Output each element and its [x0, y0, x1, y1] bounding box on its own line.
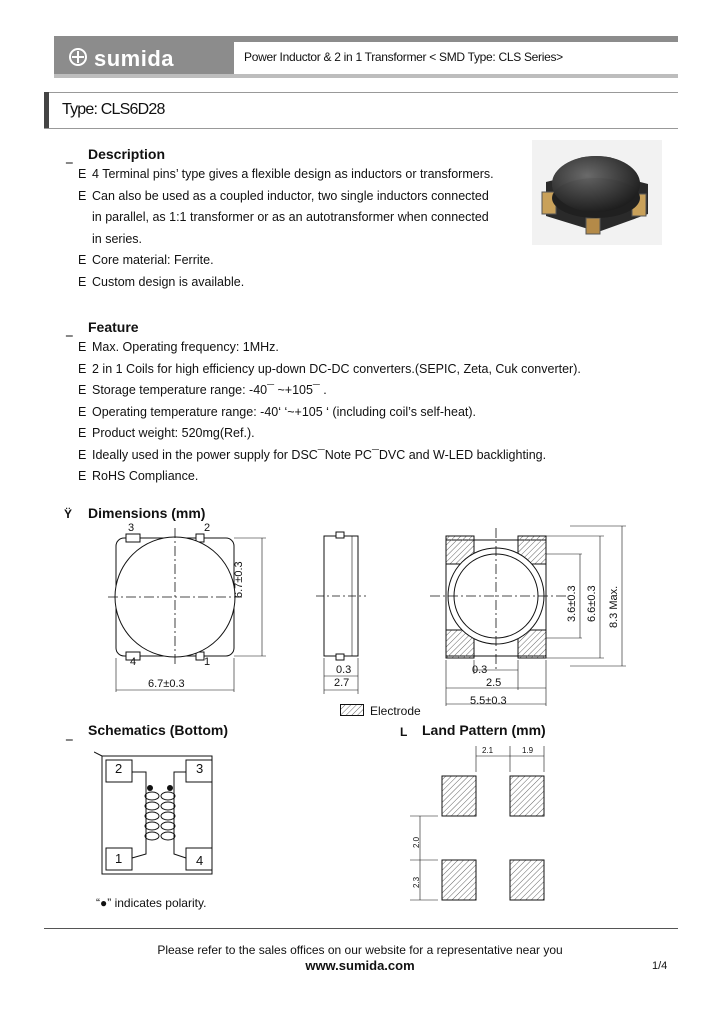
pin-label: 1: [204, 656, 211, 668]
feature-list: [78, 337, 581, 488]
section-bullet: ‗: [66, 727, 73, 741]
list-item: E Custom design is available.: [78, 274, 245, 289]
footer-url-link[interactable]: www.sumida.com: [305, 958, 415, 973]
schematics-title: Schematics (Bottom): [88, 722, 229, 738]
type-label: Type: CLS6D28: [62, 101, 165, 118]
list-item: E 2 in 1 Coils for high efficiency up-down DC-DC converters.(SEPIC, Zeta, Cuk converter).: [78, 361, 581, 376]
sumida-logo-icon: [68, 47, 88, 67]
section-bullet: ‗: [66, 150, 73, 164]
pin-label: 1: [115, 851, 123, 866]
type-accent-bar: [44, 92, 49, 128]
electrode-legend-label: Electrode: [370, 704, 421, 718]
dimension-label: 0.3: [472, 664, 488, 676]
dimension-label: 8.3 Max.: [608, 585, 620, 628]
description-title: Description: [88, 146, 166, 162]
list-item: in parallel, as 1:1 transformer or as an autotransformer when connected: [92, 210, 489, 224]
product-photo: [532, 140, 662, 245]
dimension-label: 2.7: [334, 677, 350, 689]
land-pattern-diagram: [406, 742, 566, 906]
description-list: [78, 164, 494, 293]
section-bullet: L: [400, 725, 408, 739]
pin-label: 3: [196, 761, 204, 776]
list-item: E Storage temperature range: -40¯ ~+105¯ .: [78, 383, 327, 397]
divider: [44, 92, 678, 93]
page-header: [54, 36, 678, 78]
footer-note: Please refer to the sales offices on our website for a representative near you: [157, 943, 563, 957]
list-item: E Operating temperature range: -40‘ ‘~+105 ‘ (including coil’s self-heat).: [78, 404, 477, 419]
feature-title: Feature: [88, 319, 139, 335]
logo-box: [54, 36, 234, 78]
list-item: E Max. Operating frequency: 1MHz.: [78, 340, 279, 354]
list-item: E RoHS Compliance.: [78, 469, 199, 483]
list-item: in series.: [92, 231, 143, 246]
page-number: 1/4: [652, 960, 668, 972]
dimension-label: 2.5: [486, 677, 502, 689]
pin-label: 4: [196, 853, 204, 868]
section-bullet: ‗: [66, 323, 73, 337]
dimension-label: 2.0: [412, 836, 421, 848]
pin-label: 2: [204, 522, 211, 534]
dimension-label: 2.3: [412, 876, 421, 888]
footer-divider: [44, 928, 678, 929]
dimension-label: 2.1: [482, 746, 494, 755]
list-item: E Core material: Ferrite.: [78, 253, 214, 267]
pin-label: 2: [115, 761, 123, 776]
dimensions-title: Dimensions (mm): [88, 505, 206, 521]
polarity-note: “●” indicates polarity.: [96, 896, 207, 910]
dimension-label: 3.6±0.3: [566, 585, 578, 622]
header-underline: [54, 74, 678, 78]
header-title: Power Inductor & 2 in 1 Transformer < SMD Type: CLS Series>: [244, 50, 563, 64]
list-item: E Product weight: 520mg(Ref.).: [78, 426, 255, 440]
list-item: E Can also be used as a coupled inductor, two single inductors connected: [78, 188, 489, 203]
logo-text: sumida: [94, 46, 175, 71]
divider: [44, 128, 678, 129]
dimension-bottom-view: [420, 520, 640, 710]
dimension-label: 6.7±0.3: [148, 678, 185, 690]
dimension-label: 5.5±0.3: [470, 695, 507, 707]
land-pattern-title: Land Pattern (mm): [422, 722, 546, 738]
dimension-top-view: [100, 520, 280, 700]
dimension-label: 6.7±0.3: [233, 561, 245, 598]
pin-label: 4: [130, 656, 137, 668]
list-item: E Ideally used in the power supply for DSC¯Note PC¯DVC and W-LED backlighting.: [78, 447, 547, 462]
dimension-label: 1.9: [522, 746, 534, 755]
list-item: E 4 Terminal pins’ type gives a flexible design as inductors or transformers.: [78, 167, 494, 181]
dimension-label: 0.3: [336, 664, 352, 676]
electrode-legend-swatch: [340, 704, 364, 716]
section-bullet: Ÿ: [64, 507, 73, 521]
dimension-label: 6.6±0.3: [586, 585, 598, 622]
pin-label: 3: [128, 522, 135, 534]
